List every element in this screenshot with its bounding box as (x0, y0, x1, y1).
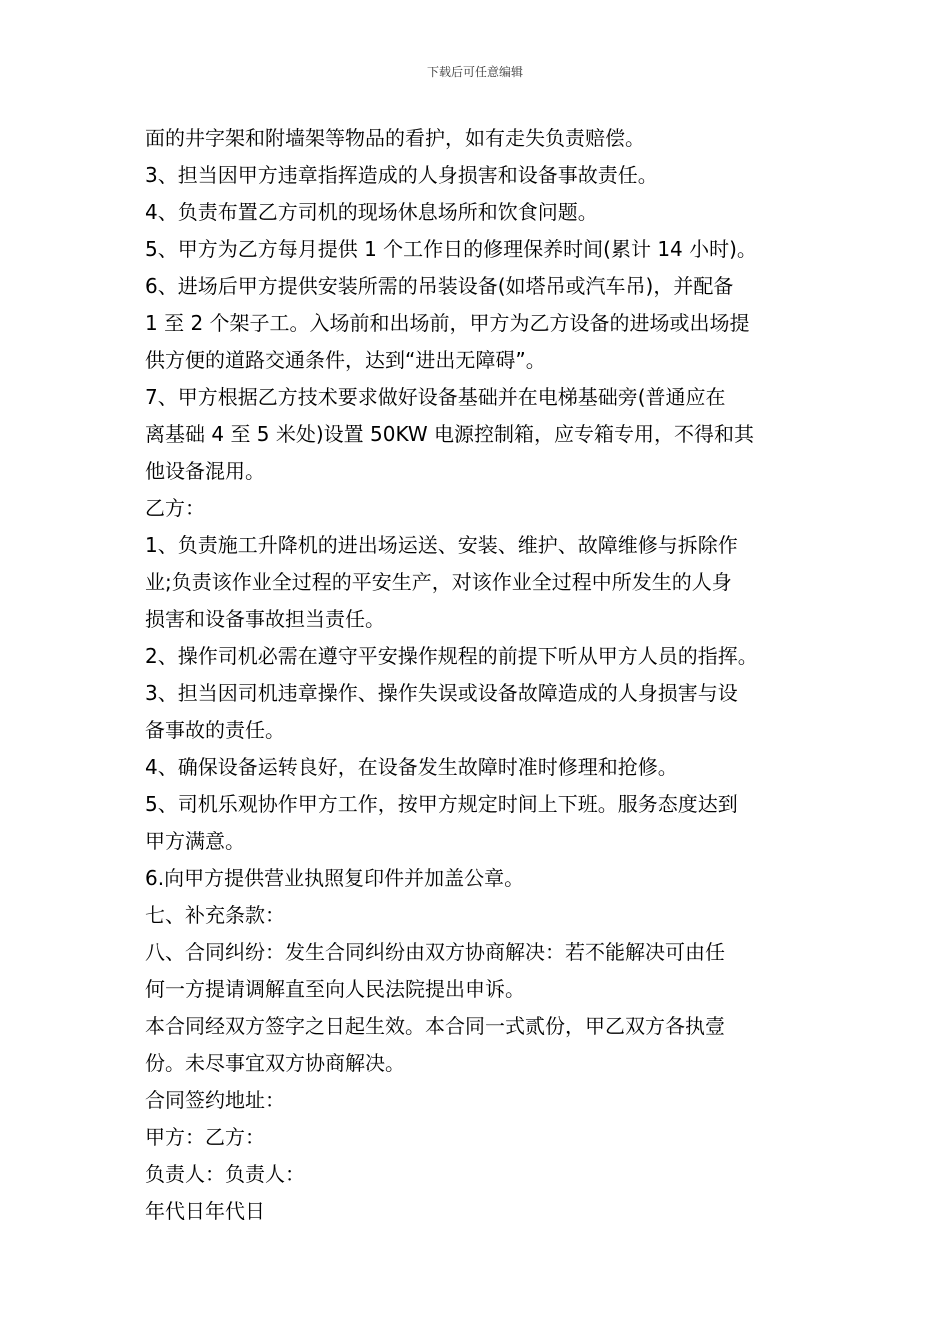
text-line: 6.向甲方提供营业执照复印件并加盖公章。 (145, 866, 525, 890)
text-line: 离基础 4 至 5 米处)设置 50KW 电源控制箱，应专箱专用，不得和其 (145, 422, 755, 446)
text-line: 他设备混用。 (145, 459, 265, 483)
text-line: 4、负责布置乙方司机的现场休息场所和饮食问题。 (145, 200, 598, 224)
text-line: 份。未尽事宜双方协商解决。 (145, 1051, 405, 1075)
date-line: 年代日年代日 (145, 1199, 265, 1223)
text-line: 业;负责该作业全过程的平安生产，对该作业全过程中所发生的人身 (145, 570, 732, 594)
text-line: 备事故的责任。 (145, 718, 285, 742)
text-line: 2、操作司机必需在遵守平安操作规程的前提下听从甲方人员的指挥。 (145, 644, 758, 668)
text-line: 1、负责施工升降机的进出场运送、安装、维护、故障维修与拆除作 (145, 533, 738, 557)
text-line: 7、甲方根据乙方技术要求做好设备基础并在电梯基础旁(普通应在 (145, 385, 726, 409)
page-header: 下载后可任意编辑 (426, 65, 523, 79)
text-line: 5、司机乐观协作甲方工作，按甲方规定时间上下班。服务态度达到 (145, 792, 738, 816)
text-line: 3、担当因甲方违章指挥造成的人身损害和设备事故责任。 (145, 163, 658, 187)
text-line: 甲方满意。 (145, 829, 245, 853)
text-line: 损害和设备事故担当责任。 (145, 607, 385, 631)
text-line: 1 至 2 个架子工。入场前和出场前，甲方为乙方设备的进场或出场提 (145, 311, 750, 335)
section-heading-disputes: 八、合同纠纷：发生合同纠纷由双方协商解决：若不能解决可由任 (145, 940, 725, 964)
document-body (145, 120, 825, 1230)
section-heading-supplementary: 七、补充条款： (145, 903, 285, 927)
text-line: 6、进场后甲方提供安装所需的吊装设备(如塔吊或汽车吊)，并配备 (145, 274, 734, 298)
text-line: 5、甲方为乙方每月提供 1 个工作日的修理保养时间(累计 14 小时)。 (145, 237, 757, 261)
party-signature-line: 甲方：乙方： (145, 1125, 265, 1149)
responsible-person-line: 负责人：负责人： (145, 1162, 305, 1186)
text-line: 供方便的道路交通条件，达到“进出无障碍”。 (145, 348, 546, 372)
section-heading-party-b: 乙方： (145, 496, 205, 520)
signing-address-line: 合同签约地址： (145, 1088, 285, 1112)
text-line: 4、确保设备运转良好，在设备发生故障时准时修理和抢修。 (145, 755, 678, 779)
text-line: 面的井字架和附墙架等物品的看护，如有走失负责赔偿。 (145, 126, 645, 150)
text-line: 本合同经双方签字之日起生效。本合同一式贰份，甲乙双方各执壹 (145, 1014, 725, 1038)
text-line: 3、担当因司机违章操作、操作失误或设备故障造成的人身损害与设 (145, 681, 738, 705)
text-line: 何一方提请调解直至向人民法院提出申诉。 (145, 977, 525, 1001)
